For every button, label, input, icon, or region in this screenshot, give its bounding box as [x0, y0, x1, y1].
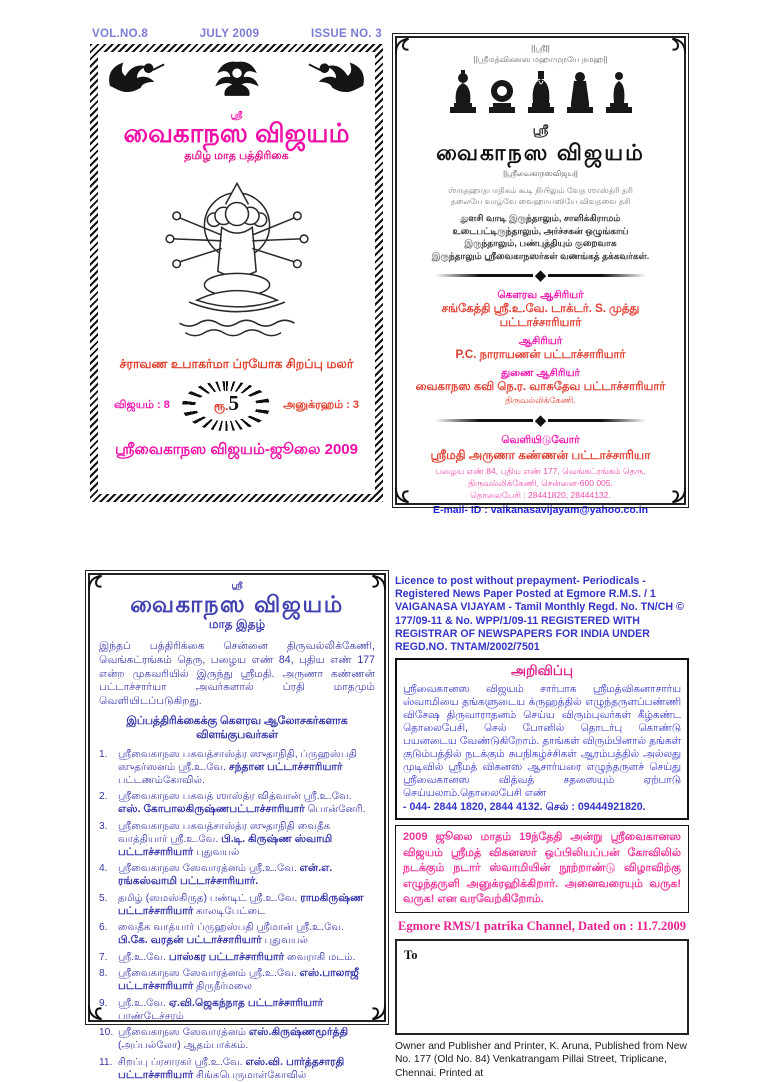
- advisors-heading: இப்பத்திரிக்கைக்கு கௌரவ ஆலோசகர்களாக விளங்குபவர்கள்: [126, 714, 348, 741]
- corner-flourish: [668, 487, 686, 505]
- issue-number: ISSUE NO. 3: [310, 28, 382, 40]
- advisor-item: 5. தமிழ் (ஸமஸ்கிருத) பண்டிட் ஸ்ரீ.உ.வே. ராமகிருஷ்ண பட்டாச்சாரியார் காலடிபேட்டை: [99, 891, 364, 917]
- advisors-list: [99, 748, 375, 1082]
- vijayam-number: விஜயம் : 8: [114, 399, 170, 411]
- advisor-item: 11. சிறப்பு ப்ரசாரகர் ஸ்ரீ.உ.வே. எஸ்.வி. பார்த்தசாரதி பட்டாச்சாரியார் சிங்கபெருமாள்கோவில்: [99, 1055, 345, 1081]
- special-issue-line: ச்ராவண உபாகர்மா ப்ரயோக சிறப்பு மலர்: [119, 357, 354, 371]
- title-page: [395, 36, 686, 516]
- anugraham-number: அனுக்ரஹம் : 3: [283, 399, 359, 411]
- cover-footer-line: ஸ்ரீவைகாநஸ விஜயம்-ஜூலை 2009: [115, 441, 358, 458]
- publisher-email: E-mail- ID : vaikanasavijayam@yahoo.co.in: [432, 504, 649, 516]
- magazine-cover-page: [90, 44, 383, 502]
- advisor-item: 6. வைதீக வாத்யார் ப்ருஹஸ்பதி ஸ்ரீமான் ஸ்ரீ.உ.வே. பி.கே. வரதன் பட்டாச்சாரியார் புதுவயல்: [99, 922, 344, 947]
- sri-label: ஸ்ரீ: [532, 123, 549, 137]
- address-to-box: [395, 939, 689, 1035]
- corner-flourish: [368, 573, 386, 591]
- deity-icon: [448, 69, 478, 120]
- magazine-title: வைகாநஸ விஜயம்: [123, 118, 350, 148]
- event-announcement-box: [395, 825, 689, 913]
- postal-registration-text: Licence to post without prepayment- Periodicals - Registered News Paper Posted at Egmore R.M.S. / 1 VAIGANASA VIJAYAM - Tamil Monthly Regd. No. TN/CH © 177/09-11 & No. WPP/1/09-11 REGISTERED WITH REGISTRAR OF NEWSPAPERS FOR INDIA UNDER REGD.NO. TNTAM/2002/7501: [395, 575, 684, 654]
- corner-flourish: [88, 573, 106, 591]
- issue-date: JULY 2009: [199, 28, 260, 40]
- price-value: 5: [228, 391, 240, 415]
- publisher-block: வெளியிடுவோர் ஸ்ரீமதி அருணா கண்ணன் பட்டாச்சாரியா பழைய எண் 84, புதிய எண் 177, வெங்கட்ரங்கம் தெரு, திருவல்லிக்கேணி, சென்னை-600 005. தொலைபேசி : 28441820, 28444132. E-mail- ID : vaikanasavijayam@yahoo.co.in: [405, 434, 676, 516]
- magazine-subtitle: தமிழ் மாத பத்திரிகை: [184, 150, 289, 162]
- advisor-item: 8. ஸ்ரீவைகாநஸ ஸேவாரத்னம் ஸ்ரீ.உ.வே. எஸ்.பாலாஜீ பட்டாச்சாரியார் திருநீர்மலை: [99, 967, 359, 993]
- corner-flourish: [368, 1004, 386, 1022]
- owner-publisher-footer: Owner and Publisher and Printer, K. Aruna, Published from New No. 177 (Old No. 84) Venkatrangam Pillai Street, Triplicane, Chennai. Printed at: [395, 1040, 687, 1079]
- advisor-item: 4. ஸ்ரீவைகாநஸ ஸேவாரத்னம் ஸ்ரீ.உ.வே. என்.எ. ரங்கஸ்வாமி பட்டாச்சாரியார்.: [99, 862, 333, 888]
- deity-icon: [526, 69, 556, 120]
- publisher-address-2: திருவல்லிக்கேணி, சென்னை-600 005.: [468, 477, 613, 488]
- notice-phone-line: - 044- 2844 1820, 2844 4132. செல் : 09444921820.: [403, 801, 646, 814]
- role-honorary-editor: கௌரவ ஆசிரியர் சங்கேத்தி ஸ்ரீ.உ.வே. டாக்டர். S. முத்து பட்டாச்சாரியார்: [441, 289, 640, 329]
- sanskrit-verse: ஶ்ருதஹாதபாதிகம் கூடி நியிலும் வேத ஶாஸ்த்ரி தரி தலையே வாழ்வே வைஹாயஸியே விவதவை தசி: [448, 186, 633, 206]
- journal-title: வைகாநஸ விஜயம்: [436, 140, 645, 165]
- cover-header: [92, 28, 382, 40]
- angel-illustration-left: [104, 55, 166, 102]
- advisor-item: 2. ஸ்ரீவைகாநஸ பகவத் ஶாஸ்த்ர வித்வான் ஸ்ரீ.உ.வே. எஸ். கோபாலகிருஷ்ணபட்டாச்சாரியார் பொன்னேரி.: [99, 791, 366, 816]
- postal-channel-line: Egmore RMS/1 patrika Channel, Dated on : 11.7.2009: [398, 918, 686, 933]
- sri-invocation: ஸ்ரீ: [230, 110, 243, 120]
- deity-icon: [487, 69, 517, 120]
- corner-flourish: [668, 36, 686, 54]
- invocation-line: ||ஸ்ரீமத்விகனஸ மஹாமுநயே நமஹ||: [473, 55, 608, 64]
- ornamental-divider: ◆: [435, 414, 646, 427]
- invocation-sri: ||ஸ்ரீ||: [531, 44, 550, 53]
- price-row: [98, 381, 375, 431]
- corner-flourish: [395, 36, 413, 54]
- corner-flourish: [88, 1004, 106, 1022]
- advisor-item: 10. ஸ்ரீவைகாநஸ ஸேவாரத்னம் எஸ்.கிருஷ்ணமூர்த்தி (அப்பல்லோ) ஆதம்பாக்கம்.: [99, 1026, 349, 1052]
- role-editor: ஆசிரியர் P.C. நாராயணன் பட்டாச்சாரியார்: [455, 335, 626, 361]
- publication-intro: இந்தப் பத்திரிக்கை சென்னை திருவல்லிக்கேணி, வெங்கட்ரங்கம் தெரு, பழைய எண் 84, புதிய எண் 177 என்ற முகவரியில் இருந்து ஸ்ரீமதி. அருணா கண்ணன் பட்டாச்சார்யா அவர்களால் ப்ரதி மாதமும் வெளியிடப்படுகிறது.: [99, 640, 375, 708]
- cover-top-artwork: [98, 52, 375, 111]
- ornamental-divider: ◆: [435, 269, 646, 282]
- volume-number: VOL.NO.8: [92, 28, 149, 40]
- event-announcement-text: 2009 ஜூலை மாதம் 19ந்தேதி அன்று ஸ்ரீவைகானஸ விஜயம் ஸ்ரீமத் விகனஸர் ஒப்பிலியப்பன் கோவிலில் நடக்கும் நடார் ஸ்வாமியின் நூற்றாண்டு விழாவிற்கு எழுந்தருளி அனுக்ரஹிக்கிறார். அனைவரையும் வருக! வருக! என வரவேற்கிறோம்.: [403, 831, 681, 906]
- advisor-item: 9. ஸ்ரீ.உ.வே. ஏ.வி.ஜெகந்நாத பட்டாச்சாரியார் பாண்டேச்சரம்: [99, 996, 324, 1022]
- price-currency: ரூ.: [213, 399, 229, 413]
- role-assistant-editor: துணை ஆசிரியர் வைகாநஸ கவி நெ.ர. வாசுதேவ பட்டாச்சாரியார் திருவல்லிக்கேணி.: [415, 367, 666, 405]
- advisor-item: 1. ஸ்ரீவைகாநஸ பகவத்சாஸ்த்ர ஸுதாநிதி, ப்ருஹஸ்பதி ஸுதர்ஸனம் ஸ்ரீ.உ.வே. சந்தான பட்டாச்சாரியார் பட்டணம்கோவில்.: [99, 748, 357, 786]
- registration-page: [395, 575, 689, 1079]
- publisher-phone: தொலைபேசி : 28441820, 28444132.: [470, 490, 611, 500]
- journal-title: வைகாநஸ விஜயம்: [130, 591, 344, 617]
- journal-subtitle: மாத இதழ்: [208, 617, 266, 631]
- notice-box: [395, 658, 689, 820]
- deity-illustration: [98, 168, 375, 355]
- deity-icon: [565, 69, 595, 120]
- journal-title-sub: ||ஸ்ரீவைகாநஸவிஜய||: [503, 169, 578, 178]
- corner-flourish: [395, 487, 413, 505]
- deity-icon: [604, 69, 634, 120]
- price-starburst: [182, 381, 270, 431]
- notice-heading: அறிவிப்பு: [510, 663, 574, 679]
- deity-icons-row: [405, 69, 676, 120]
- to-label: To: [404, 947, 418, 962]
- advisor-item: 3. ஸ்ரீவைகாநஸ பகவத்சாஸ்த்ர ஸுதாநிதி வைதீக வாத்தியார் ஸ்ரீ.உ.வே. பி.டி. கிருஷ்ண ஸ்வாமி பட்டாச்சாரியார் புதுவயல்: [99, 820, 333, 858]
- angel-illustration-right: [307, 55, 369, 102]
- peacock-illustration: [204, 55, 270, 104]
- advisor-item: 7. ஸ்ரீ.உ.வே. பாஸ்கர பட்டாச்சாரியார் வைராகி மடம்.: [99, 950, 356, 963]
- contents-page: [88, 573, 386, 1081]
- notice-body: ஸ்ரீவைகானஸ விஜயம் சார்பாக ஸ்ரீமத்விகனாசார்ய ஸ்வாமியை தங்களுடைய க்ருஹத்தில் எழுந்தருளப்பண்ணி விசேஷ திருவாராதனம் செய்ய விரும்புவர்கள் கீழ்கண்ட தொலைபேசி, செல் போனில் தொடர்பு கொண்டு பயனடைய வேண்டுகிறோம். தாங்கள் விரும்பினால் தங்கள் குடும்பத்தில் நடக்கும் சுபநிகழ்ச்சிகள் ஆரம்பத்தில் அல்லது முடிவில் ஸ்ரீமத் விகனஸ ஆசார்யரை எழுந்தருளச் செய்து ஸ்ரீவைகானஸ வித்வத் சதஸையும் ஏற்பாடு செய்யலாம்.தொலைபேசி எண்: [403, 684, 681, 800]
- tamil-verse: துளசி வாடி இருந்தாலும், சாளிக்கிராமம் உடைபட்டிருந்தாலும், அர்ச்சகன் ஒழுங்காய் இருந்தாலும், பண்புத்தியும் குறைவாக இருந்தாலும் ஸ்ரீவைகாநஸர்கள் வணங்கத் தக்கவர்கள்.: [431, 213, 650, 261]
- sri-invocation: ஸ்ரீ: [231, 580, 243, 590]
- publisher-address-1: பழைய எண் 84, புதிய எண் 177, வெங்கட்ரங்கம் தெரு,: [435, 466, 646, 476]
